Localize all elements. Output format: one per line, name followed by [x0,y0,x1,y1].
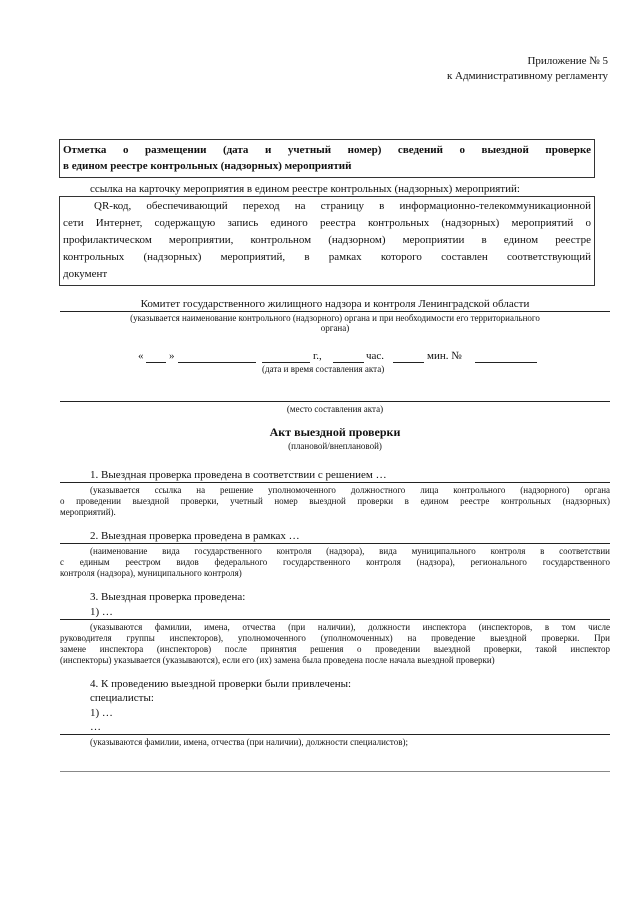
section-3-hint-1: (указываются фамилии, имена, отчества (при наличии), должности инспектора (инспекторов, в том числе [90,622,610,632]
registry-mark-line-1: Отметка о размещении (дата и учетный номер) сведений о выездной проверке [63,144,591,156]
section-1-heading: 1. Выездная проверка проведена в соответствии с решением … [90,469,387,481]
act-subtitle: (плановой/внеплановой) [288,441,382,451]
organ-underline [60,311,610,312]
month-field-line [178,362,256,363]
section-3-hint-4: (инспекторы) указывается (указываются), если его (их) замена была проведена после начала выездной проверки) [60,655,495,665]
qr-text-line-3: профилактическом мероприятии, контрольном (надзорном) мероприятии в едином реестре [63,234,591,246]
section-2-hint-2: с единым реестром видов федерального государственного контроля (надзора), регионального государственного [60,557,610,567]
act-number-field-line [475,362,537,363]
section-3-underline [60,619,610,620]
section-3-hint-3: замене инспектора (инспекторов) после принятия решения о проведении выездной проверки, такой инспектор [60,644,610,654]
qr-text-line-4: контрольных (надзорных) мероприятий, в рамках которого составлен соответствующий [63,251,591,263]
section-4-ellipsis: … [90,721,101,733]
section-4-bottom-rule [60,771,610,772]
datetime-hint: (дата и время составления акта) [262,364,385,374]
minute-number-label: мин. № [427,350,462,362]
section-1-hint-1: (указывается ссылка на решение уполномоченного должностного лица контрольного (надзорного) органа [90,485,610,495]
section-3-heading: 3. Выездная проверка проведена: [90,591,246,603]
section-2-hint-3: контроля (надзора), муниципального контроля) [60,568,242,578]
date-quote-close: » [169,350,175,362]
organ-hint-line-1: (указывается наименование контрольного (надзорного) органа и при необходимости его территориального [130,313,540,323]
qr-text-line-2: сети Интернет, содержащую запись единого реестра контрольных (надзорных) мероприятий о [63,217,591,229]
section-4-specialists-label: специалисты: [90,692,154,704]
minute-field-line [393,362,424,363]
appendix-reference: к Административному регламенту [446,70,608,82]
appendix-number: Приложение № 5 [527,55,608,67]
section-4-heading: 4. К проведению выездной проверки были привлечены: [90,678,352,690]
section-4-item-1: 1) … [90,707,113,719]
section-1-underline [60,482,610,483]
section-3-hint-2: руководителя группы инспекторов), уполномоченного (уполномоченных) на проведение выездной проверки. При [60,633,610,643]
qr-code-box [59,196,595,286]
year-field-line [262,362,310,363]
place-underline [60,401,610,402]
hour-label: час. [366,350,385,362]
section-4-underline [60,734,610,735]
section-3-item-1: 1) … [90,606,113,618]
qr-text-line-1: QR-код, обеспечивающий переход на страницу в информационно-телекоммуникационной [94,200,591,212]
registry-mark-box [59,139,595,178]
day-field-line [146,362,166,363]
section-2-heading: 2. Выездная проверка проведена в рамках … [90,530,300,542]
section-1-hint-2: о проведении выездной проверки, учетный номер выездной проверки в едином реестре контрольных (надзорных) [60,496,610,506]
section-4-hint: (указываются фамилии, имена, отчества (при наличии), должности специалистов); [90,737,408,747]
qr-text-line-5: документ [63,268,108,280]
place-hint: (место составления акта) [286,404,384,414]
hour-field-line [333,362,364,363]
section-2-hint-1: (наименование вида государственного контроля (надзора), вида муниципального контроля в соответствии [90,546,610,556]
control-organ-name: Комитет государственного жилищного надзора и контроля Ленинградской области [140,298,530,310]
date-quote-open: « [138,350,144,362]
registry-link-label: ссылка на карточку мероприятия в едином реестре контрольных (надзорных) мероприятий: [90,183,520,195]
registry-mark-line-2: в едином реестре контрольных (надзорных) мероприятий [63,160,352,172]
year-label: г., [313,350,322,362]
act-title: Акт выездной проверки [269,425,401,439]
section-1-hint-3: мероприятий). [60,507,116,517]
section-2-underline [60,543,610,544]
organ-hint-line-2: органа) [320,323,350,333]
